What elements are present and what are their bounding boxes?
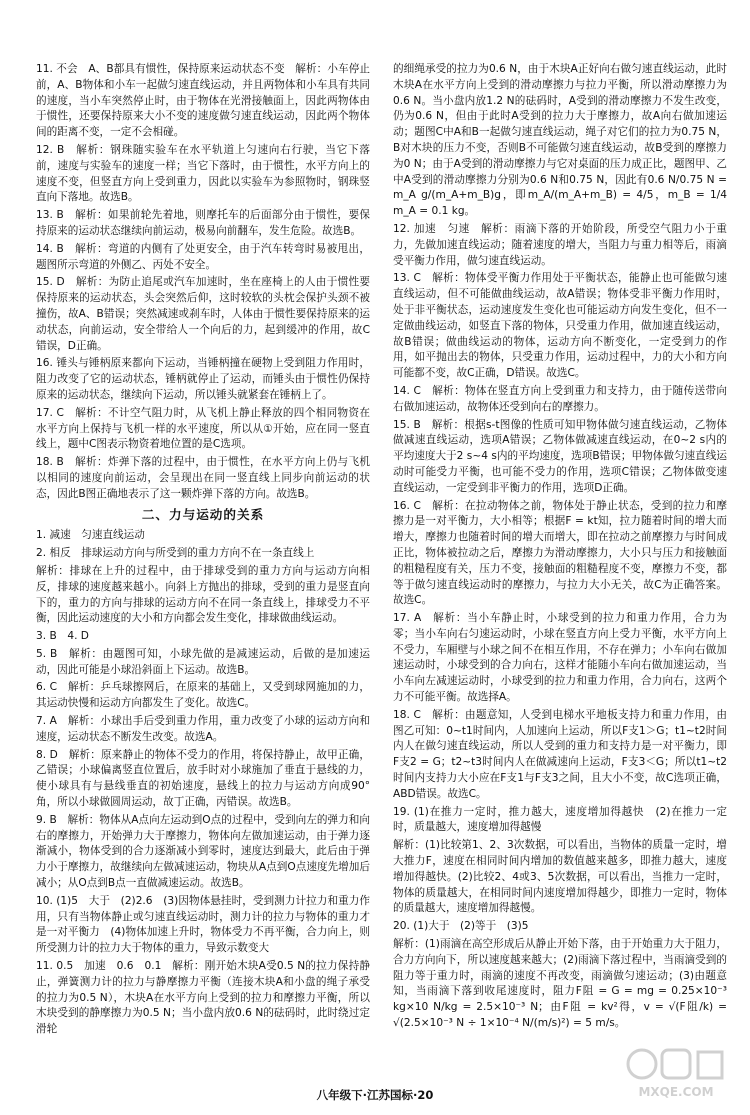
answer-item: 20. (1)大于 (2)等于 (3)5 [393,920,529,933]
answer-item: 15. D 解析：为防止追尾或汽车加速时，坐在座椅上的人由于惯性要保持原来的运动状态，头会突然后仰，这时较软的头枕会保护头颈不被撞伤，故A、B错误；突然减速或刹车时，人体由于惯性要保持原来的运动状态，向前运动，安全带给人一个向后的力，起到缓冲的作用，故C错误，D正确。 [36,276,370,352]
answer-item: 5. B 解析：由题图可知，小球先做的是减速运动，后做的是加速运动，因此可能是小球沿斜面上下运动。故选B。 [36,647,370,676]
svg-text:MXQE.COM: MXQE.COM [638,1085,714,1099]
answer-item: 11. 0.5 加速 0.6 0.1 解析：刚开始木块A受0.5 N的拉力保持静止，弹簧测力计的拉力与静摩擦力平衡（连接木块A和小盘的绳子承受的拉力为0.5 N），木块A在水平方向上受到的拉力和摩擦力平衡，所以木块受到的静摩擦力为0.5 N；当小盘内放0.6 N的砝码时，此时绕过定滑轮 [36,960,370,1036]
section-title: 二、力与运动的关系 [141,506,265,522]
answer-item: 14. C 解析：物体在竖直方向上受到重力和支持力，由于随传送带向右做加速运动，故物体还受到向右的摩擦力。 [393,384,727,413]
answer-item: 16. C 解析：在拉动物体之前，物体处于静止状态，受到的拉力和摩擦力是一对平衡力，大小相等；根据F = kt知，拉力随着时间的增大而增大，摩擦力也随着时间的增大而增大，即在拉动之前摩擦力与时间成正比，物体被拉动之后，摩擦力为滑动摩擦力，大小只与压力和接触面的粗糙程度有关，压力不变，接触面的粗糙程度不变，摩擦力不变，都等于做匀速直线运动时的摩擦力，与拉力大小无关，故C为正确答案。故选C。 [393,499,727,607]
answer-item: 14. B 解析：弯道的内侧有了处更安全，由于汽车转弯时易被甩出，题图所示弯道的外侧乙、丙处不安全。 [36,242,370,271]
answer-item: 7. A 解析：小球出手后受到重力作用，重力改变了小球的运动方向和速度，运动状态不断发生改变。故选A。 [36,715,370,743]
answer-item: 解析：排球在上升的过程中，由于排球受到的重力方向与运动方向相反，排球的速度越来越小。向斜上方抛出的排球，受到的重力是竖直向下的，重力的方向与排球的运动方向不在同一条直线上，排球受力不平衡，因此运动速度的大小和方向都会发生变化，排球做曲线运动。 [36,564,370,625]
answer-item: 13. C 解析：物体受平衡力作用处于平衡状态，能静止也可能做匀速直线运动，但不可能做曲线运动，故A错误；物体受非平衡力作用时，处于非平衡状态，运动速度发生变化也可能运动方向发生变化，但不一定做曲线运动，如竖直下落的物体，只受重力作用，做加速直线运动，故B错误；做曲线运动的物体，运动方向不断变化，一定受到力的作用，如平抛出去的物体，只受重力作用，运动过程中，力的大小和方向可能都不变，故C正确，D错误。故选C。 [393,272,727,380]
answer-item: 2. 相反 排球运动方向与所受到的重力方向不在一条直线上 [36,547,315,560]
answer-item: 8. D 解析：原来静止的物体不受力的作用，将保持静止，故甲正确，乙错误；小球偏离竖直位置后，放手时对小球施加了垂直于悬线的力，使小球具有与悬线垂直的初始速度，悬线上的拉力与运动方向成90°角，所以小球做圆周运动，故丁正确，丙错误。故选B。 [36,748,370,809]
answer-item: 17. C 解析：不计空气阻力时，从飞机上静止释放的四个相同物资在水平方向上保持与飞机一样的水平速度，所以从①开始，应在同一竖直线上，题中C图表示物资着地位置的是C选项。 [36,406,370,451]
answer-item: 19. (1)在推力一定时，推力越大，速度增加得越快 (2)在推力一定时，质量越大，速度增加得越慢 [393,805,727,834]
answer-item: 13. B 解析：如果前轮先着地，则摩托车的后面部分由于惯性，要保持原来的运动状态继续向前运动，极易向前翻车，发生危险。故选B。 [36,209,370,237]
answer-item: 1. 减速 匀速直线运动 [36,529,145,542]
answer-item: 解析：(1)雨滴在高空形成后从静止开始下落，由于开始重力大于阻力，合力方向向下，所以速度越来越大；(2)雨滴下落过程中，当雨滴受到的阻力等于重力时，雨滴的速度不再改变，雨滴做匀速运动；(3)由题意知，当雨滴下落到收尾速度时，阻力F阻 = G = mg = 0.25×10⁻³ kg×10 N/kg = 2.5×10⁻³ N；由F阻 = kv²得，v = √(F阻/k) = √(2.5×10⁻³ N ÷ 1×10⁻⁴ N/(m/s)²) = 5 m/s。 [393,938,727,1030]
answer-item: 18. C 解析：由题意知，人受到电梯水平地板支持力和重力作用，由图乙可知：0~t1时间内，人加速向上运动，所以F支1＞G；t1~t2时间内人在做匀速直线运动，所以人受到的重力和支持力是一对平衡力，即F支2 = G；t2~t3时间内人在做减速向上运动，F支3＜G；所以t1~t2时间内支持力大小应在F支1与F支3之间，且大小不变，故C选项正确，ABD错误。故选C。 [393,708,727,800]
page-footer: 八年级下·江苏国标·20 [316,1088,434,1102]
answer-item: 12. 加速 匀速 解析：雨滴下落的开始阶段，所受空气阻力小于重力，先做加速直线运动；随着速度的增大，当阻力与重力相等后，雨滴受平衡力作用，做匀速直线运动。 [393,222,727,267]
watermark-logo [622,1040,730,1102]
answer-item: 6. C 解析：乒乓球擦网后，在原来的基础上，又受到球网施加的力，其运动快慢和运动方向都发生了变化。故选C。 [36,681,370,710]
answer-item: 11. 不会 A、B都具有惯性，保持原来运动状态不变 解析：小车停止前，A、B物体和小车一起做匀速直线运动，并且两物体和小车具有共同的速度，当小车突然停止时，由于物体在光滑接触面上，因此两物体由于惯性，还要保持原来大小不变的速度做匀速直线运动，因此两个物体间的距离不变，一定不会相碰。 [36,63,370,139]
answer-item: 12. B 解析：钢珠随实验车在水平轨道上匀速向右行驶，当它下落前，速度与实验车的速度一样；当它下落时，由于惯性，水平方向上的速度不变，但竖直方向上受到重力，因此以实验车为参照物时，钢珠竖直向下落地。故选B。 [36,143,370,204]
answer-item: 3. B 4. D [36,630,89,643]
answer-item: 15. B 解析：根据s-t图像的性质可知甲物体做匀速直线运动，乙物体做减速直线运动，选项A错误；乙物体做减速直线运动，在0~2 s内的平均速度大于2 s~4 s内的平均速度，选项B错误；甲物体做匀速直线运动时可能受力平衡，也可能不受力的作用，选项C错误；乙物体做变速直线运动，一定受到非平衡力的作用，选项D正确。 [393,418,727,494]
right-column [393,62,727,1034]
answer-item: 10. (1)5 大于 (2)2.6 (3)因物体悬挂时，受到测力计拉力和重力作用，只有当物体静止或匀速直线运动时，测力计的拉力与物体的重力才是一对平衡力 (4)物体加速上升时，物体受力不再平衡，合力向上，则所受测力计的拉力大于物体的重力，导致示数变大 [36,894,370,955]
answer-item: 16. 锤头与锤柄原来都向下运动，当锤柄撞在硬物上受到阻力作用时，阻力改变了它的运动状态，锤柄就停止了运动，而锤头由于惯性仍保持原来的运动状态，继续向下运动，所以锤头就紧套在锤柄上了。 [36,357,370,401]
left-column [36,62,370,1040]
answer-item: 17. A 解析：当小车静止时，小球受到的拉力和重力作用，合力为零；当小车向右匀速运动时，小球在竖直方向上受力平衡，水平方向上不受力，车厢壁与小球之间不在相互作用，不存在弹力；小车向右做加速运动时，小球受到的合力向右，这样才能随小车向右做加速运动，当小车向左减速运动时，小球受到的拉力和重力作用，合力向右，这两个力不可能平衡。故选择A。 [393,612,727,704]
answer-item: 18. B 解析：炸弹下落的过程中，由于惯性，在水平方向上仍与飞机以相同的速度向前运动，会呈现出在同一竖直线上同步向前运动的状态，因此B图正确地表示了这一颗炸弹下落的方向。故选B。 [36,456,370,500]
answer-item: 解析：(1)比较第1、2、3次数据，可以看出，当物体的质量一定时，增大推力F，速度在相同时间内增加的数值越来越多，即推力越大，速度增加得越快。(2)比较2、4或3、5次数据，可以看出，当推力一定时，物体的质量越大，在相同时间内速度增加得越少，即推力一定时，物体的质量越大，速度增加得越慢。 [393,839,727,915]
answer-item: 的细绳承受的拉力为0.6 N，由于木块A正好向右做匀速直线运动，此时木块A在水平方向上受到的滑动摩擦力与拉力平衡，所以滑动摩擦力为0.6 N。当小盘内放1.2 N的砝码时，A受到的滑动摩擦力不发生改变，仍为0.6 N，但由于此时A受到的拉力大于摩擦力，故A向右做加速运动；题图C中A和B一起做匀速直线运动，绳子对它们的拉力为0.75 N，B对木块的压力不变，否则B不可能做匀速直线运动，故B受到的摩擦力为0 N；由于A受到的滑动摩擦力与它对桌面的压力成正比，题图甲、乙中A受到的滑动摩擦力分别为0.6 N和0.75 N，因此有0.6 N/0.75 N = m_A g/(m_A+m_B)g，即m_A/(m_A+m_B) = 4/5，m_B = 1/4 m_A = 0.1 kg。 [393,63,727,218]
answer-item: 9. B 解析：物体从A点向左运动到O点的过程中，受到向左的弹力和向右的摩擦力，开始弹力大于摩擦力，物体向左做加速运动，由于弹力逐渐减小，物体受到的合力逐渐减小到零时，速度达到最大，此后由于弹力小于摩擦力，故继续向左做减速运动，物块从A点到O点速度先增加后减小；从O点到B点一直做减速运动。故选B。 [36,813,370,890]
